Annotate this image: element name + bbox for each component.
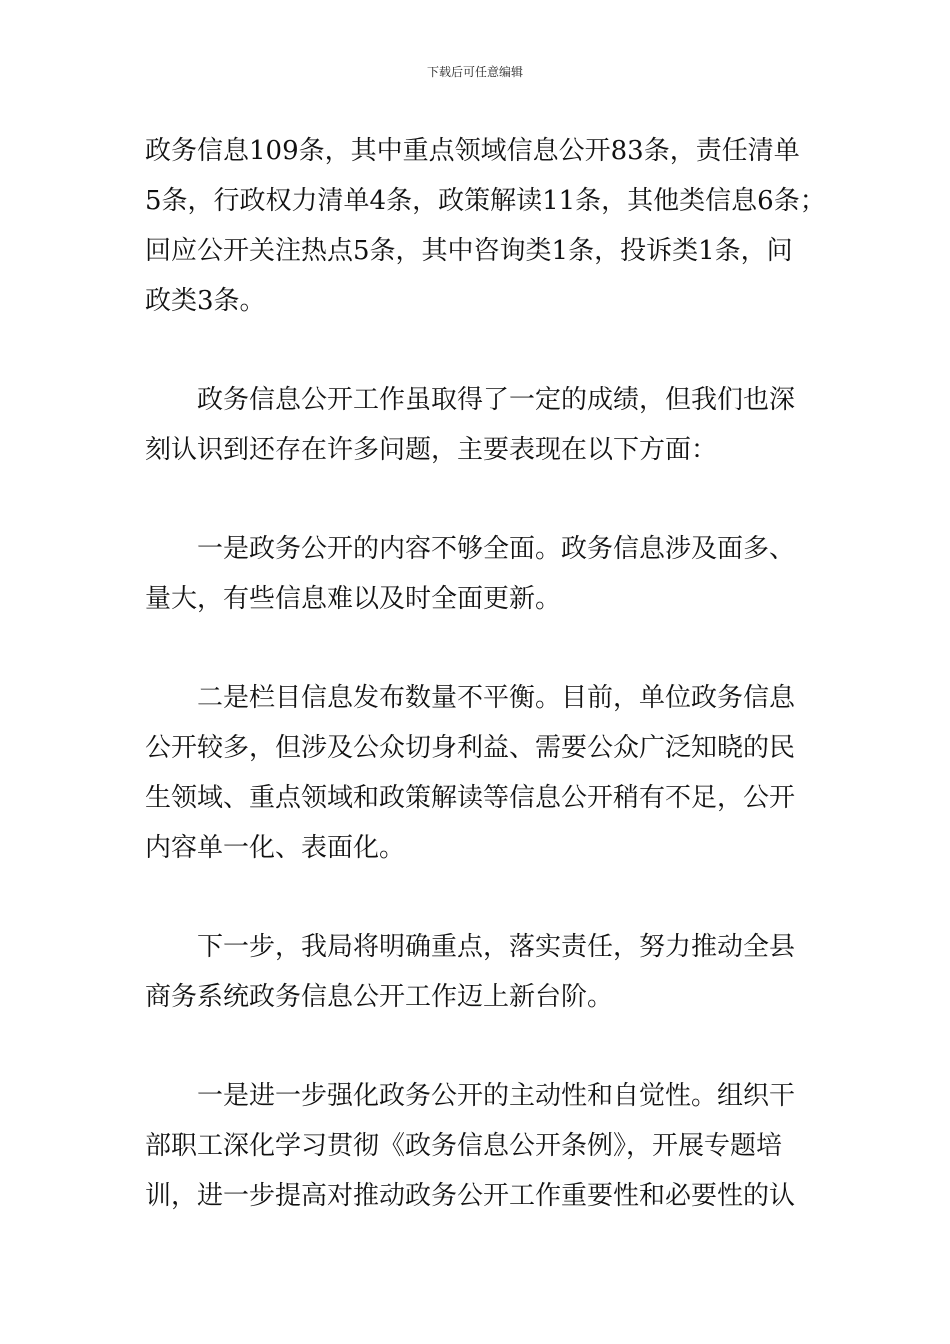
text-line: 政务信息公开工作虽取得了一定的成绩，但我们也深 [197, 385, 796, 415]
paragraph [145, 375, 810, 475]
document-body [145, 126, 826, 1221]
text-line: 训，进一步提高对推动政务公开工作重要性和必要性的认 [145, 1181, 796, 1211]
paragraph [145, 673, 810, 873]
text-line: 商务系统政务信息公开工作迈上新台阶。 [145, 982, 614, 1012]
text-line: 部职工深化学习贯彻《政务信息公开条例》，开展专题培 [145, 1131, 783, 1161]
text-line: 一是政务公开的内容不够全面。政务信息涉及面多、 [197, 534, 796, 564]
text-line: 刻认识到还存在许多问题，主要表现在以下方面： [145, 435, 718, 465]
paragraph [145, 922, 810, 1022]
page-header-note: 下载后可任意编辑 [426, 65, 523, 79]
paragraph [145, 524, 810, 624]
text-line: 回应公开关注热点5条，其中咨询类1条，投诉类1条，问 [145, 236, 793, 266]
text-line: 公开较多，但涉及公众切身利益、需要公众广泛知晓的民 [145, 733, 796, 763]
text-line: 一是进一步强化政务公开的主动性和自觉性。组织干 [197, 1081, 796, 1111]
text-line: 政务信息109条，其中重点领域信息公开83条，责任清单 [145, 136, 800, 166]
text-line: 政类3条。 [145, 286, 266, 316]
text-line: 内容单一化、表面化。 [145, 833, 406, 863]
paragraph-gap [145, 873, 810, 922]
paragraph-gap [145, 624, 810, 673]
paragraph [145, 1071, 810, 1221]
paragraph [145, 126, 826, 326]
text-line: 下一步，我局将明确重点，落实责任，努力推动全县 [197, 932, 796, 962]
text-line: 生领域、重点领域和政策解读等信息公开稍有不足，公开 [145, 783, 796, 813]
text-line: 二是栏目信息发布数量不平衡。目前，单位政务信息 [197, 683, 796, 713]
paragraph-gap [145, 475, 810, 524]
paragraph-gap [145, 326, 810, 375]
paragraph-gap [145, 1022, 810, 1071]
text-line: 5条，行政权力清单4条，政策解读11条，其他类信息6条； [145, 186, 826, 216]
text-line: 量大，有些信息难以及时全面更新。 [145, 584, 562, 614]
